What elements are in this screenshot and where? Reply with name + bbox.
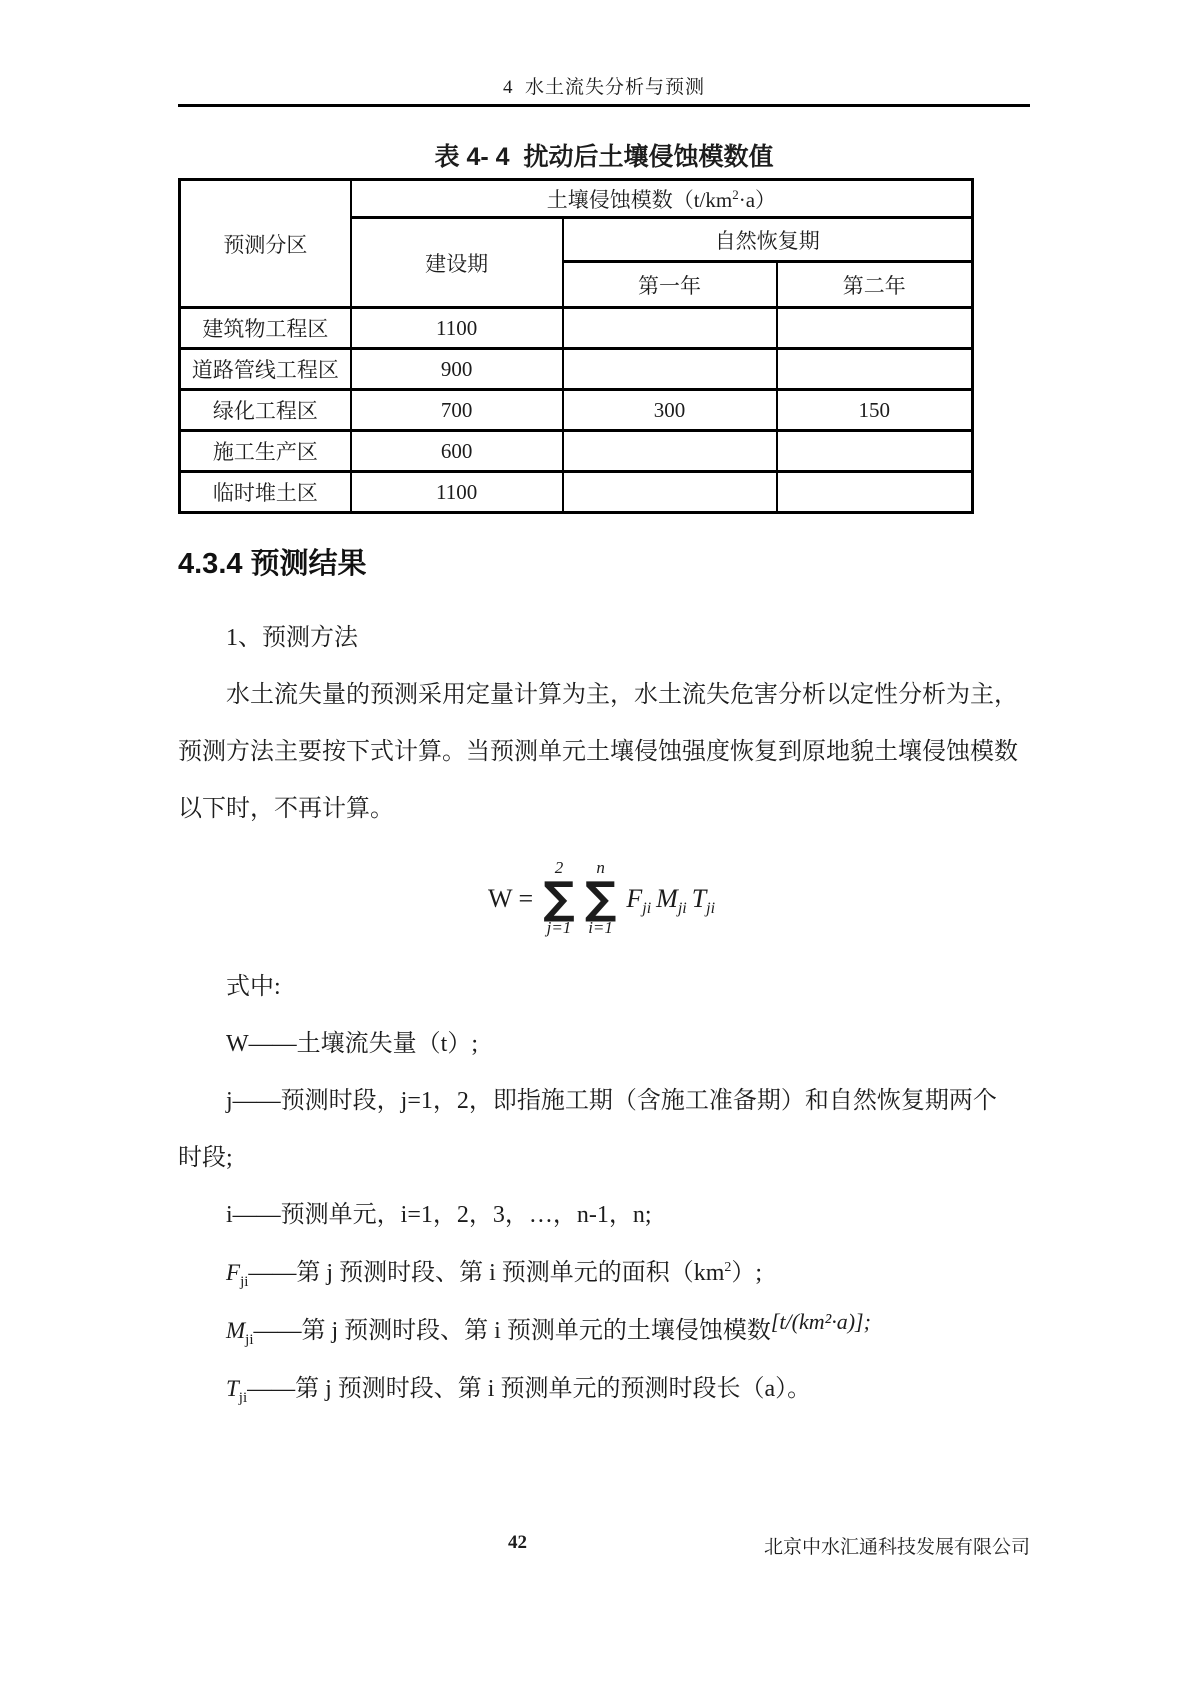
term-T: $T_{ji}$ — [691, 884, 716, 918]
table-title: 表 4- 4 扰动后土壤侵蚀模数值 — [434, 143, 774, 171]
header-cell-year1: 第一年 — [563, 262, 777, 308]
sum-lower-limit: j=1 — [546, 918, 572, 938]
definitions-intro: 式中: — [226, 974, 281, 1000]
definition-w: W——土壤流失量（t）; — [226, 1031, 478, 1057]
term-F: $F_{ji}$ — [626, 884, 652, 918]
body-text — [178, 610, 1030, 1418]
sum-upper-limit: n — [596, 857, 605, 877]
cell-year2: 150 — [777, 390, 973, 431]
running-header: 4 水土流失分析与预测 — [502, 77, 705, 98]
method-label: 1、预测方法 — [226, 625, 358, 651]
sum-over-i — [585, 859, 617, 938]
cell-year2 — [777, 431, 973, 472]
formula-lhs: W = — [487, 884, 534, 913]
table-row — [180, 472, 973, 513]
cell-construction: 700 — [351, 390, 563, 431]
definition-i: i——预测单元，i=1，2，3，…，n-1，n; — [226, 1202, 652, 1228]
header-cell-zone: 预测分区 — [180, 180, 351, 308]
definition-j-continued: 时段; — [178, 1145, 233, 1171]
definition-m: $M_{ji}——$第 j 预测时段、第 i 预测单元的土壤侵蚀模数[t/(km²·a)]; — [178, 1302, 1030, 1360]
cell-year2 — [777, 349, 973, 390]
formula-terms — [626, 870, 720, 927]
cell-zone: 临时堆土区 — [180, 472, 351, 513]
cell-zone: 建筑物工程区 — [180, 308, 351, 349]
cell-zone: 施工生产区 — [180, 431, 351, 472]
sum-upper-limit: 2 — [554, 857, 564, 877]
definition-f: $F_{ji}——$第 j 预测时段、第 i 预测单元的面积$(km^2)$; — [226, 1260, 763, 1290]
header-rule — [178, 104, 1030, 107]
sum-over-j — [543, 859, 575, 938]
header-cell-year2: 第二年 — [777, 262, 973, 308]
cell-year2 — [777, 308, 973, 349]
cell-year1 — [563, 349, 777, 390]
cell-construction: 600 — [351, 431, 563, 472]
sigma-icon: ∑ — [584, 872, 617, 924]
header-cell-construction: 建设期 — [351, 218, 563, 308]
page-content — [178, 0, 1030, 1418]
cell-year1: 300 — [563, 390, 777, 431]
cell-construction: 900 — [351, 349, 563, 390]
footer-company-name: 北京中水汇通科技发展有限公司 — [763, 1537, 1030, 1558]
header-cell-unit — [351, 180, 973, 218]
page-number: 42 — [508, 1532, 527, 1553]
table-row — [180, 349, 973, 390]
cell-year1 — [563, 472, 777, 513]
cell-year2 — [777, 472, 973, 513]
table-row — [180, 390, 973, 431]
header-cell-recovery: 自然恢复期 — [563, 218, 973, 262]
erosion-modulus-table — [178, 178, 974, 514]
math-unit-bracket: [t/(km²·a)]; — [770, 1309, 871, 1334]
sum-lower-limit: i=1 — [588, 918, 613, 938]
cell-year1 — [563, 308, 777, 349]
cell-construction: 1100 — [351, 308, 563, 349]
table-row — [180, 308, 973, 349]
section-heading: 4.3.4 预测结果 — [178, 548, 367, 580]
table-header-row-1 — [180, 180, 973, 218]
term-M: $M_{ji}$ — [656, 884, 687, 918]
unit-prefix: 土壤侵蚀模数（t/km — [546, 187, 733, 212]
unit-superscript: 2 — [732, 186, 739, 202]
cell-construction: 1100 — [351, 472, 563, 513]
table-row — [180, 431, 973, 472]
cell-year1 — [563, 431, 777, 472]
unit-suffix: ·a） — [738, 187, 777, 212]
paragraph-line: 预测方法主要按下式计算。当预测单元土壤侵蚀强度恢复到原地貌土壤侵蚀模数 — [178, 739, 1018, 765]
cell-zone: 绿化工程区 — [180, 390, 351, 431]
definition-t: $T_{ji}——$第 j 预测时段、第 i 预测单元的预测时段长（a）。 — [226, 1376, 812, 1406]
cell-zone: 道路管线工程区 — [180, 349, 351, 390]
sigma-icon: ∑ — [543, 872, 575, 924]
paragraph-line: 以下时，不再计算。 — [178, 796, 394, 822]
paragraph-line: 水土流失量的预测采用定量计算为主，水土流失危害分析以定性分析为主， — [226, 682, 1018, 708]
definition-j: j——预测时段，j=1，2，即指施工期（含施工准备期）和自然恢复期两个 — [226, 1088, 997, 1114]
soil-loss-formula — [178, 838, 1030, 959]
